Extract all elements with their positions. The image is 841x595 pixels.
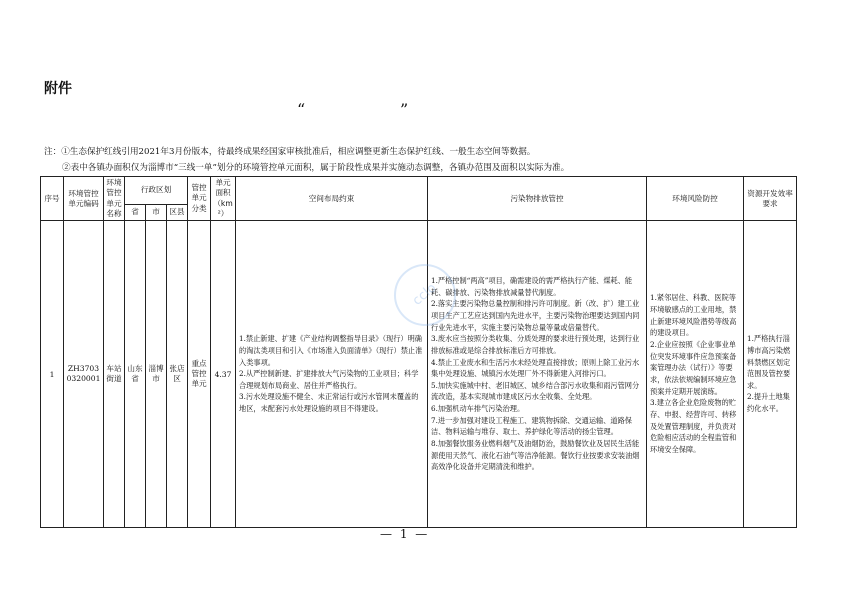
pollution-item: 2.落实主要污染物总量控制和排污许可制度。新（改、扩）建工业项目生产工艺应达到国内先进水平，主要污染物治理要达到国内同行业先进水平，实施主要污染物总量等量或倍量替代。 [431,299,640,332]
cell-risk [647,221,744,528]
pollution-item: 8.加强餐饮服务业燃料烟气及油烟防治，鼓励餐饮业及居民生活能源使用天然气、液化石油气等洁净能源。餐饮行业按要求安装油烟高效净化设备并定期清洗和维护。 [431,439,640,472]
header-pollution: 污染物排放管控 [428,177,647,221]
cell-province: 山东省 [125,221,146,528]
spatial-item: 1.禁止新建、扩建《产业结构调整指导目录》（现行）明确的淘汰类项目和引入《市场准入负面清单》（现行）禁止准入类事项。 [239,334,423,367]
header-code: 环境管控单元编码 [64,177,104,221]
pollution-item: 5.加快实施城中村、老旧城区、城乡结合部污水收集和雨污管网分流改造，基本实现城市建成区污水全收集、全处理。 [431,380,640,402]
header-spatial: 空间布局约束 [236,177,428,221]
cell-name: 车站街道 [104,221,125,528]
note-1: 注：①生态保护红线引用2021年3月份版本，待最终成果经国家审核批准后，相应调整更新生态保护红线、一般生态空间等数据。 [44,147,536,157]
resource-item: 2.提升土地集约化水平。 [747,392,790,414]
header-city: 市 [146,204,167,220]
pollution-item: 7.进一步加强对建设工程施工、建筑物拆除、交通运输、道路保洁、物料运输与堆存、取土、养护绿化等活动的扬尘管理。 [431,415,632,437]
spatial-item: 3.污水处理设施不健全、未正常运行或污水管网未覆盖的地区，未配套污水处理设施的项目不得建设。 [239,392,419,414]
cell-spatial [236,221,428,528]
cell-county: 张店区 [167,221,188,528]
header-area: 单元面积（km²） [211,177,236,221]
page-number: — 1 — [380,527,430,541]
cell-category: 重点管控单元 [188,221,211,528]
cell-resource [744,221,797,528]
cell-code: ZH37030320001 [64,221,104,528]
cell-seq: 1 [41,221,64,528]
header-admin: 行政区划 [125,177,188,205]
watermark-logo: cclo [381,251,468,338]
header-risk: 环境风险防控 [647,177,744,221]
pollution-item: 4.禁止工业废水和生活污水未经处理直接排放；原则上除工业污水集中处理设施、城镇污水处理厂外不得新建入河排污口。 [431,357,640,379]
quote-open: “ [297,100,306,119]
header-name: 环境管控单元名称 [104,177,125,221]
attachment-heading: 附件 [44,81,72,97]
risk-item: 1.紧邻居住、科教、医院等环境敏感点的工业用地，禁止新建环境风险潜势等级高的建设项目。 [650,293,737,338]
spatial-item: 2.从严控制新建、扩建排放大气污染物的工业项目；科学合理规划布局商业、居住并严格执行。 [239,369,419,390]
resource-item: 1.严格执行淄博市高污染燃料禁燃区划定范围及管控要求。 [747,334,791,390]
pollution-item: 6.加强机动车排气污染治理。 [431,404,525,414]
control-unit-table [40,176,797,528]
note-2: ②表中各镇办面积仅为淄博市“三线一单”划分的环境管控单元面积，属于阶段性成果并实施动态调整，各镇办范围及面积以实际为准。 [62,163,570,173]
header-province: 省 [125,204,146,220]
header-county: 区县 [167,204,188,220]
pollution-item: 3.废水应当按照分类收集、分质处理的要求进行预处理，达到行业排放标准或是综合排放标准后方可排放。 [431,334,640,355]
pollution-item: 1.严格控制“两高”项目，确需建设的需严格执行产能、煤耗、能耗、碳排放、污染物排放减量替代制度。 [431,275,633,297]
header-category: 管控单元分类 [188,177,211,221]
risk-item: 3.建立各企业危险废物的贮存、申报、经营许可、转移及处置管理制度，并负责对危险相应活动的全程监管和环境安全保障。 [650,398,737,454]
cell-city: 淄博市 [146,221,167,528]
cell-pollution [428,221,647,528]
header-seq: 序号 [41,177,64,221]
cell-area: 4.37 [211,221,236,528]
header-resource: 资源开发效率要求 [744,177,797,221]
risk-item: 2.企业应按照《企业事业单位突发环境事件应急预案备案管理办法（试行）》等要求，依法依规编制环境应急预案并定期开展演练。 [650,340,737,396]
quote-close: ” [400,100,409,119]
